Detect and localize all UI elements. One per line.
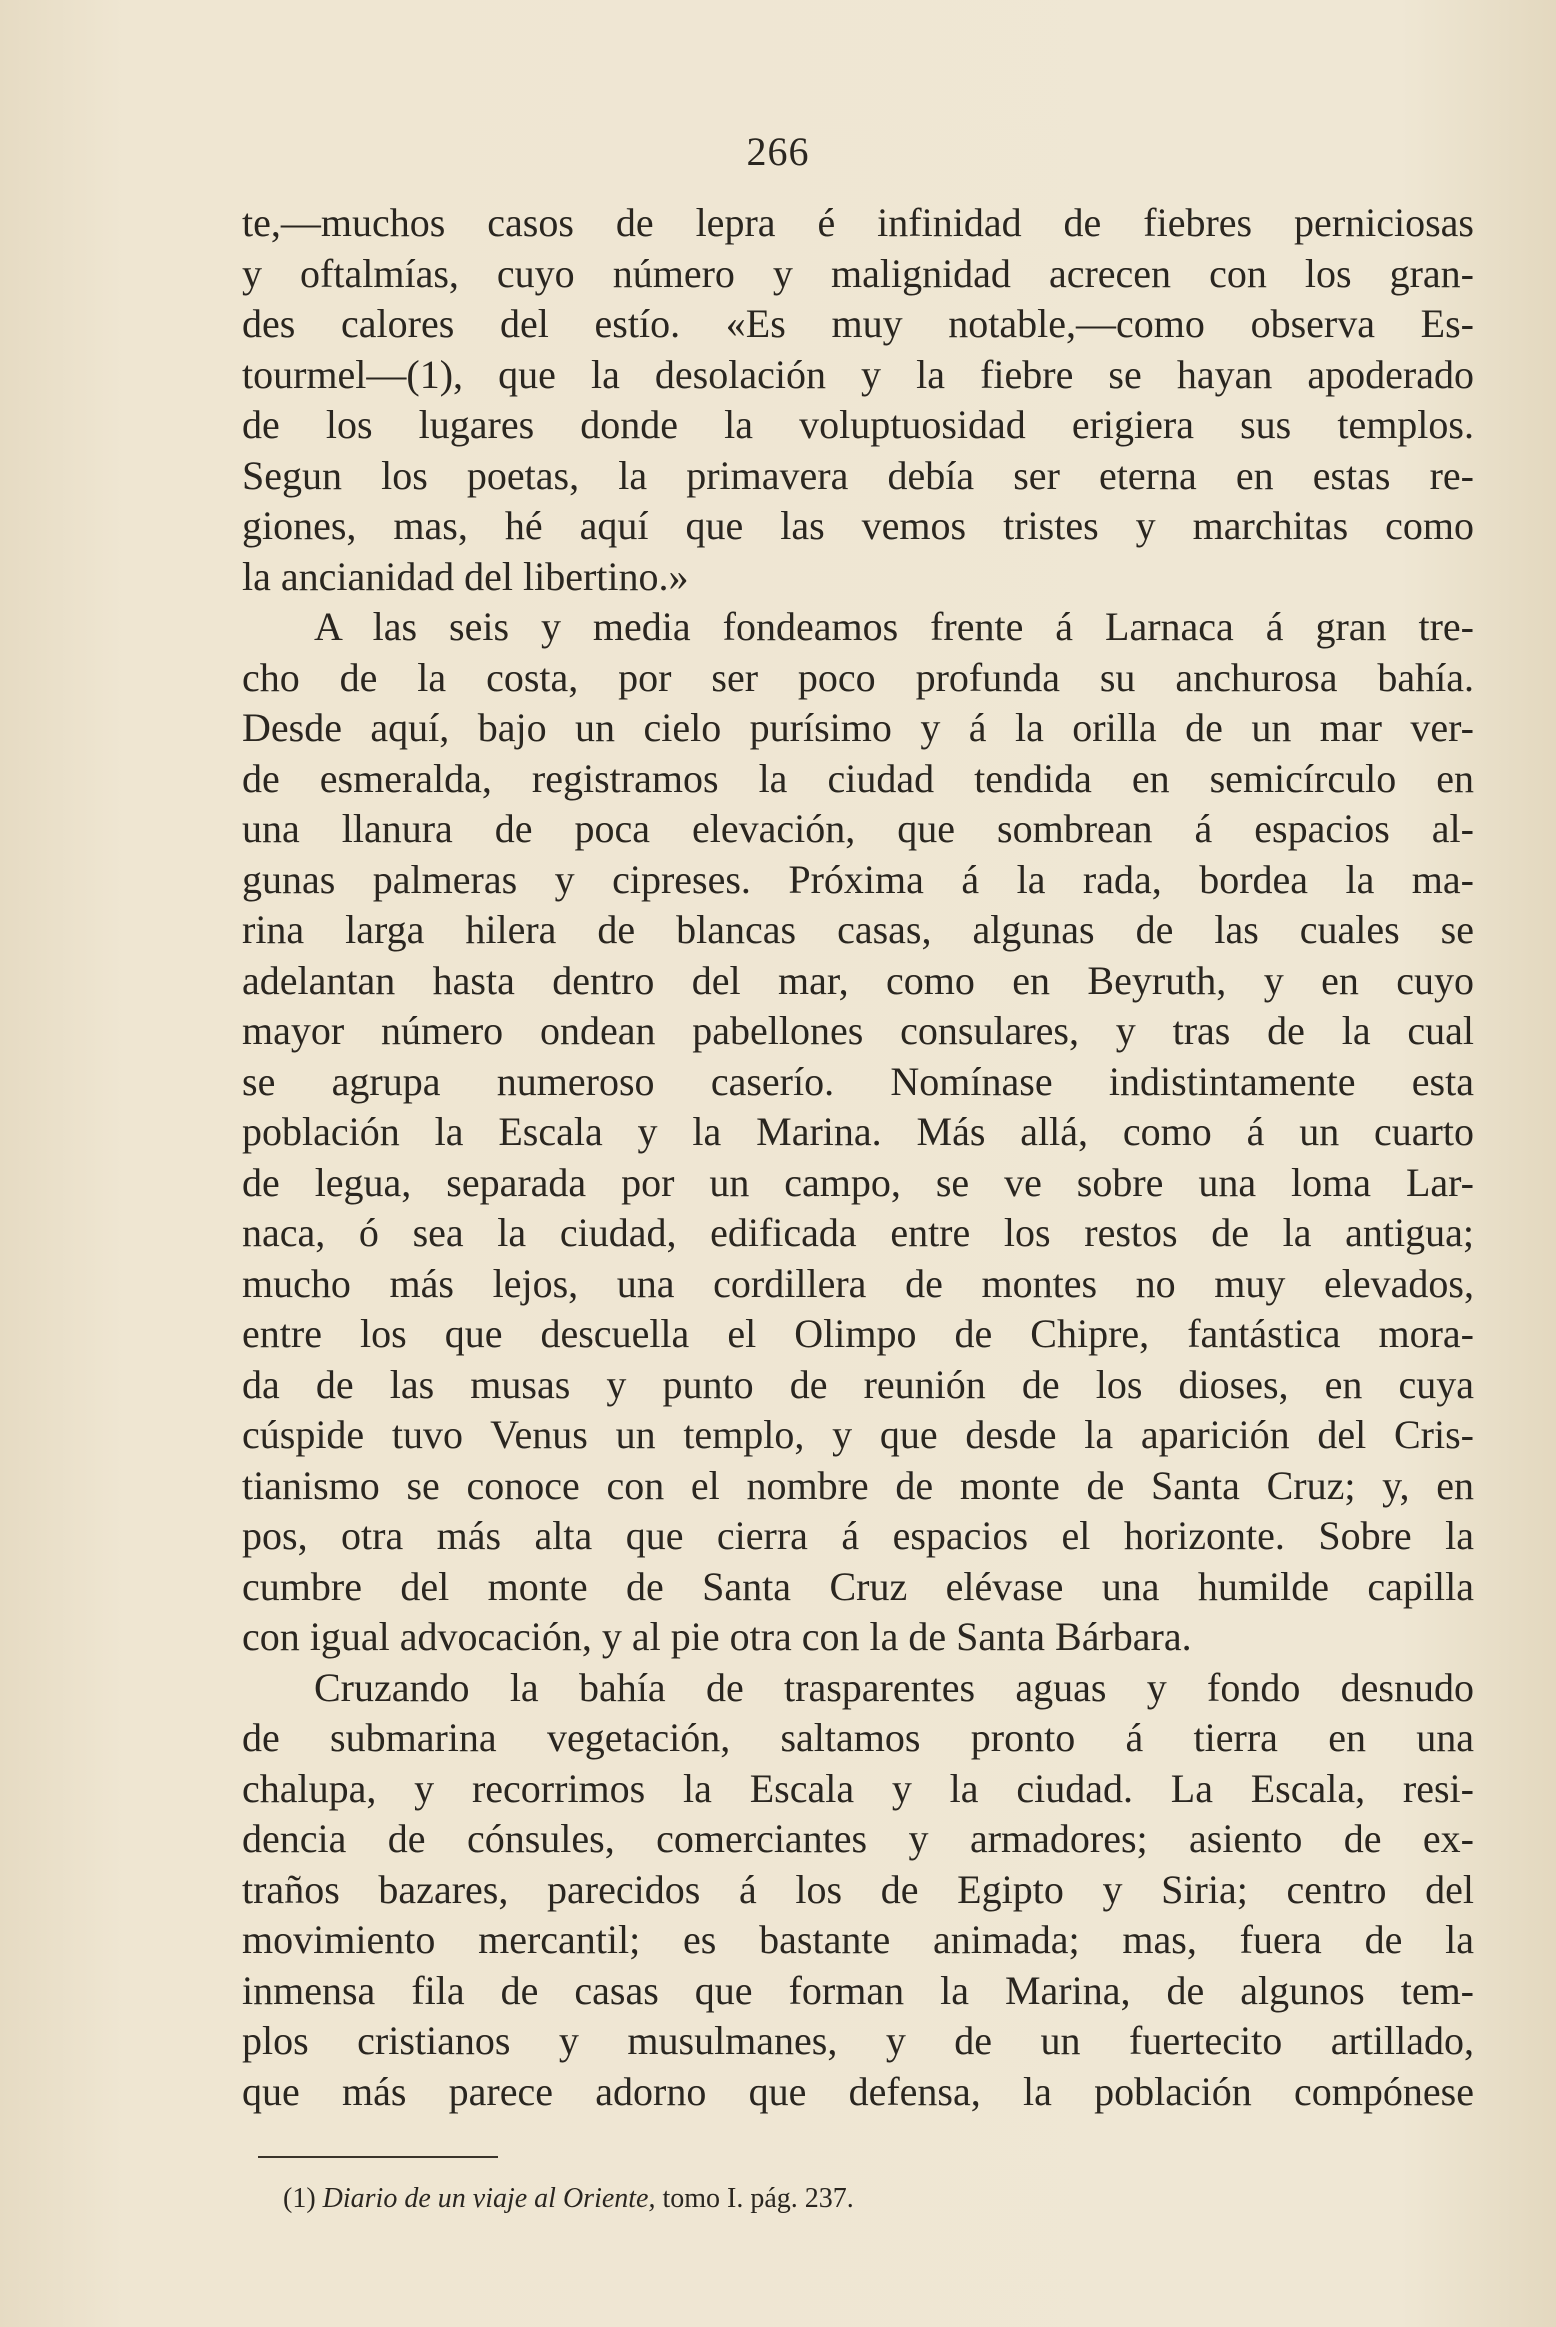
text-line: tourmel—(1), que la desolación y la fiebre se hayan apoderado xyxy=(242,351,1474,397)
text-line: de esmeralda, registramos la ciudad tendida en semicírculo en xyxy=(242,755,1474,801)
text-line: adelantan hasta dentro del mar, como en Beyruth, y en cuyo xyxy=(242,957,1474,1003)
text-line: se agrupa numeroso caserío. Nomínase indistintamente esta xyxy=(242,1058,1474,1104)
text-line: Cruzando la bahía de trasparentes aguas y fondo desnudo xyxy=(314,1664,1474,1710)
text-line: de los lugares donde la voluptuosidad erigiera sus templos. xyxy=(242,402,1474,447)
text-line: entre los que descuella el Olimpo de Chipre, fantástica mora- xyxy=(242,1311,1474,1356)
text-line: y oftalmías, cuyo número y malignidad acrecen con los gran- xyxy=(242,250,1474,296)
text-line: mucho más lejos, una cordillera de montes no muy elevados, xyxy=(242,1260,1474,1306)
text-line: tianismo se conoce con el nombre de monte de Santa Cruz; y, en xyxy=(242,1462,1474,1508)
text-line: cúspide tuvo Venus un templo, y que desde la aparición del Cris- xyxy=(242,1412,1474,1457)
text-line: des calores del estío. «Es muy notable,—como observa Es- xyxy=(242,301,1474,346)
text-line: mayor número ondean pabellones consulares, y tras de la cual xyxy=(242,1008,1474,1053)
text-line: una llanura de poca elevación, que sombrean á espacios al- xyxy=(242,806,1474,851)
text-line: Desde aquí, bajo un cielo purísimo y á la orilla de un mar ver- xyxy=(242,705,1474,750)
footnote-title: Diario de un viaje al Oriente, xyxy=(322,2183,656,2214)
text-line: A las seis y media fondeamos frente á Larnaca á gran tre- xyxy=(314,604,1474,649)
text-line: Segun los poetas, la primavera debía ser eterna en estas re- xyxy=(242,452,1474,498)
text-line: naca, ó sea la ciudad, edificada entre los restos de la antigua; xyxy=(242,1210,1474,1255)
text-line: plos cristianos y musulmanes, y de un fuertecito artillado, xyxy=(242,2018,1474,2063)
text-line: de legua, separada por un campo, se ve sobre una loma Lar- xyxy=(242,1159,1474,1205)
text-line: cho de la costa, por ser poco profunda su anchurosa bahía. xyxy=(242,654,1474,700)
text-line: inmensa fila de casas que forman la Marina, de algunos tem- xyxy=(242,1967,1474,2013)
text-line: te,—muchos casos de lepra é infinidad de fiebres perniciosas xyxy=(242,200,1474,245)
text-line: giones, mas, hé aquí que las vemos tristes y marchitas como xyxy=(242,503,1474,548)
text-line: cumbre del monte de Santa Cruz elévase una humilde capilla xyxy=(242,1563,1474,1609)
footnote xyxy=(283,2183,854,2215)
text-line: con igual advocación, y al pie otra con la de Santa Bárbara. xyxy=(242,1614,1192,1659)
footnote-reference: tomo I. pág. 237. xyxy=(662,2183,854,2214)
footnote-marker: (1) xyxy=(283,2183,316,2214)
text-line: chalupa, y recorrimos la Escala y la ciudad. La Escala, resi- xyxy=(242,1765,1474,1811)
footnote-divider xyxy=(258,2156,498,2158)
text-line: pos, otra más alta que cierra á espacios el horizonte. Sobre la xyxy=(242,1513,1474,1558)
text-line: rina larga hilera de blancas casas, algunas de las cuales se xyxy=(242,907,1474,952)
text-line: traños bazares, parecidos á los de Egipto y Siria; centro del xyxy=(242,1866,1474,1912)
body-text xyxy=(242,198,1474,2117)
text-line: que más parece adorno que defensa, la población compónese xyxy=(242,2068,1474,2114)
text-line: dencia de cónsules, comerciantes y armadores; asiento de ex- xyxy=(242,1816,1474,1861)
text-line: de submarina vegetación, saltamos pronto á tierra en una xyxy=(242,1715,1474,1760)
text-line: población la Escala y la Marina. Más allá, como á un cuarto xyxy=(242,1109,1474,1154)
text-line: movimiento mercantil; es bastante animada; mas, fuera de la xyxy=(242,1917,1474,1962)
text-line: la ancianidad del libertino.» xyxy=(242,553,689,599)
text-line: da de las musas y punto de reunión de los dioses, en cuya xyxy=(242,1361,1474,1407)
page-number: 266 xyxy=(746,129,810,174)
text-line: gunas palmeras y cipreses. Próxima á la rada, bordea la ma- xyxy=(242,856,1474,902)
